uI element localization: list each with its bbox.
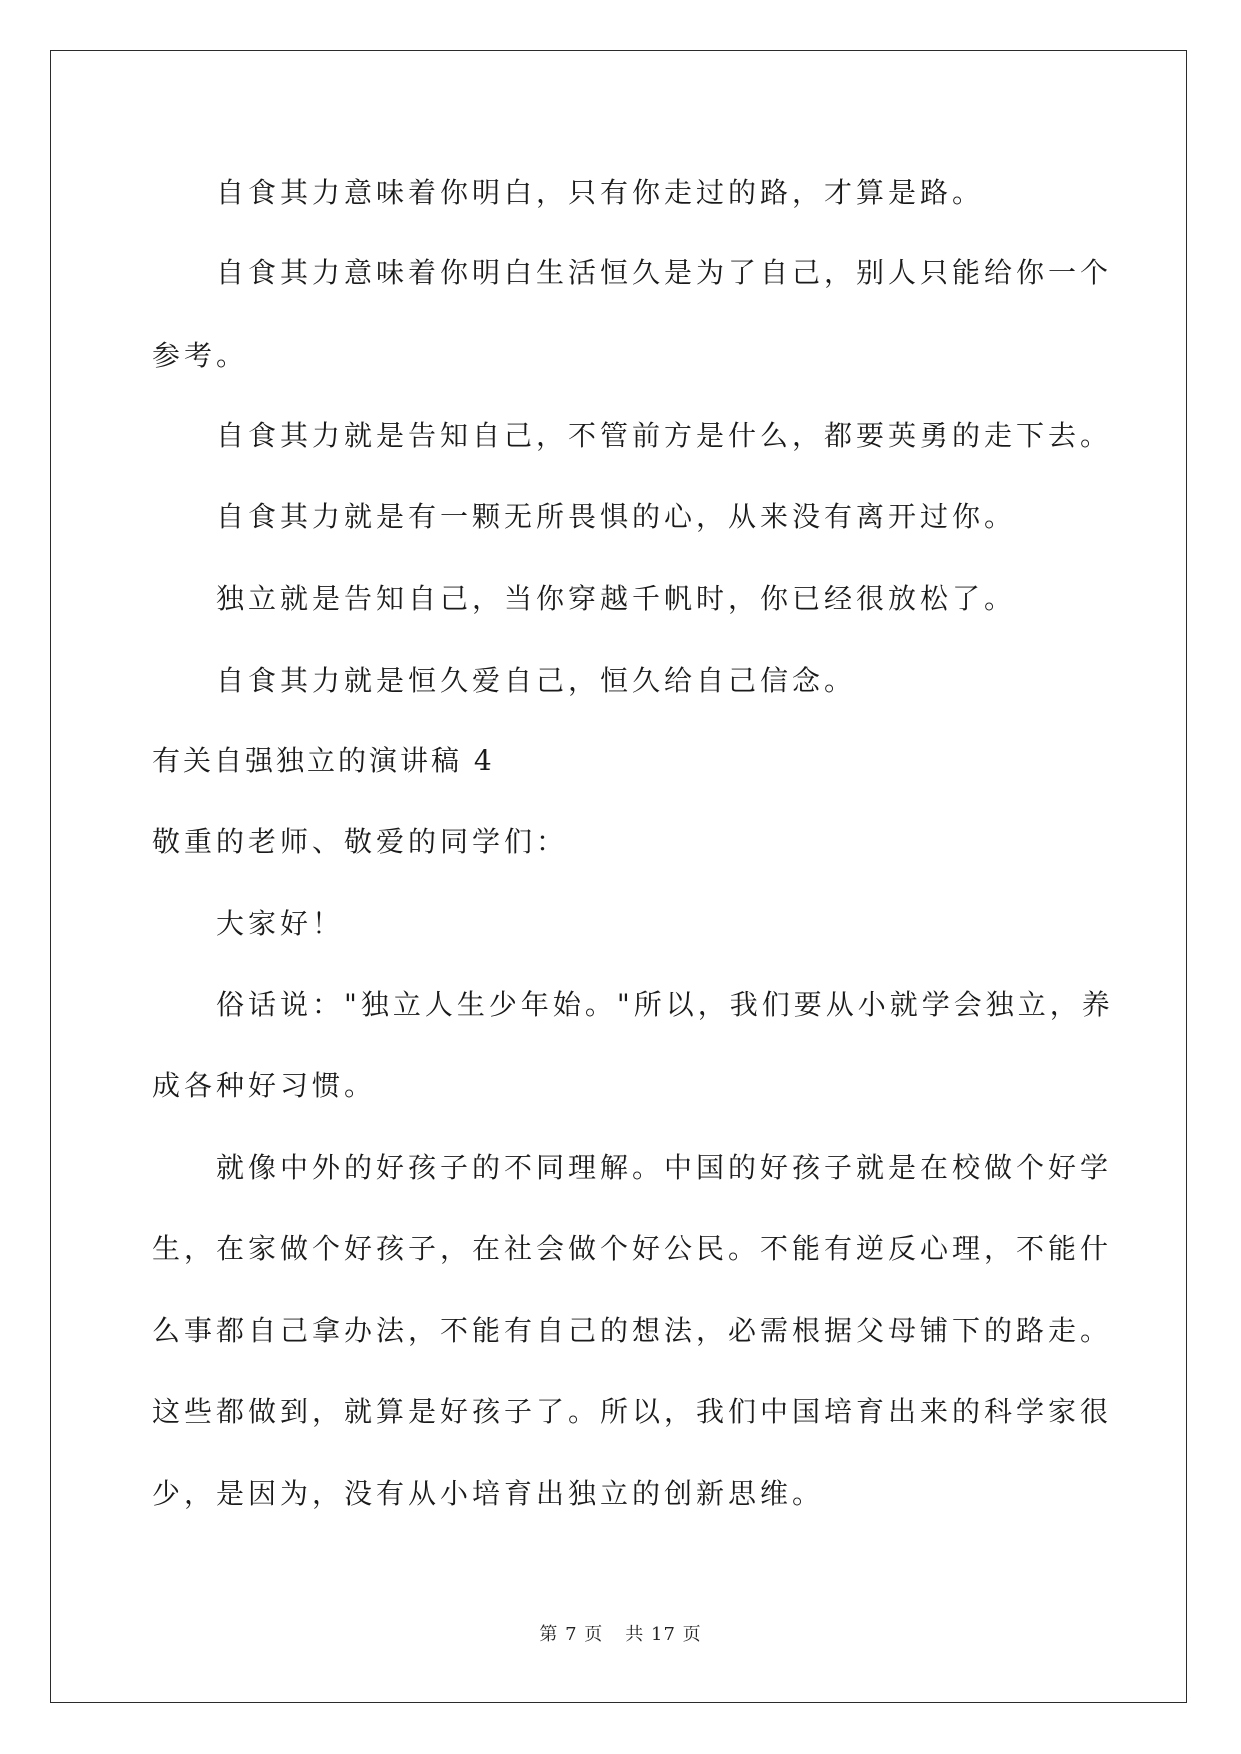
paragraph-line: 自食其力就是告知自己，不管前方是什么，都要英勇的走下去。 [216,419,1113,452]
paragraph-line: 自食其力意味着你明白生活恒久是为了自己，别人只能给你一个 [216,256,1113,289]
page-number: 第 7 页 [539,1624,604,1645]
greeting: 大家好！ [216,907,345,940]
page-footer [0,1620,1241,1646]
paragraph-line: 就像中外的好孩子的不同理解。中国的好孩子就是在校做个好学 [216,1151,1113,1184]
section-heading: 有关自强独立的演讲稿 4 [152,744,495,777]
paragraph-line: 少，是因为，没有从小培育出独立的创新思维。 [152,1477,825,1510]
paragraph-line: 成各种好习惯。 [152,1069,377,1102]
paragraph-line: 自食其力就是恒久爱自己，恒久给自己信念。 [216,664,857,697]
paragraph-line: 俗话说："独立人生少年始。"所以，我们要从小就学会独立，养 [216,988,1114,1021]
paragraph-line: 么事都自己拿办法，不能有自己的想法，必需根据父母铺下的路走。 [152,1314,1113,1347]
paragraph-line: 这些都做到，就算是好孩子了。所以，我们中国培育出来的科学家很 [152,1395,1113,1428]
paragraph-line: 独立就是告知自己，当你穿越千帆时，你已经很放松了。 [216,582,1017,615]
paragraph-line: 参考。 [152,339,249,372]
paragraph-line: 自食其力意味着你明白，只有你走过的路，才算是路。 [216,176,985,209]
salutation: 敬重的老师、敬爱的同学们： [152,825,569,858]
page-total: 共 17 页 [625,1624,702,1645]
paragraph-line: 自食其力就是有一颗无所畏惧的心，从来没有离开过你。 [216,500,1017,533]
page-border [50,50,1187,1703]
paragraph-line: 生，在家做个好孩子，在社会做个好公民。不能有逆反心理，不能什 [152,1232,1113,1265]
